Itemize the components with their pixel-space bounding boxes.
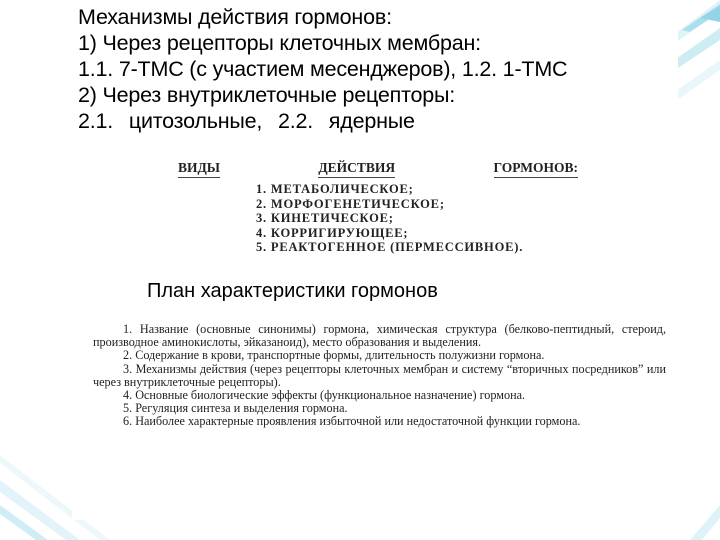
list-item [93, 363, 666, 389]
list-item: 4. КОРРИГИРУЮЩЕЕ; [256, 225, 409, 240]
list-item: 5. РЕАКТОГЕННОЕ (ПЕРМЕССИВНОЕ). [256, 240, 524, 255]
hormone-action-kinds-title [178, 160, 578, 178]
list-item [93, 323, 666, 349]
hormone-action-kinds-list [256, 182, 523, 255]
heading-line: 1) Через рецепторы клеточных мембран: [78, 31, 481, 55]
list-item: 2. МОРФОГЕНЕТИЧЕСКОЕ; [256, 196, 445, 211]
heading-line: Механизмы действия гормонов: [78, 5, 392, 29]
heading-line: 2) Через внутриклеточные рецепторы: [78, 83, 456, 107]
list-item: 1. МЕТАБОЛИЧЕСКОЕ; [256, 182, 414, 196]
plan-title: План характеристики гормонов [147, 280, 438, 302]
kinds-title-word: ГОРМОНОВ: [494, 160, 579, 178]
hormone-mechanisms-heading [78, 4, 678, 134]
heading-line: 1.1. 7-ТМС (с участием месенджеров), 1.2. 1-ТМС [78, 57, 568, 81]
plan-item-text: 1. Название (основные синонимы) гормона, химическая структура (белково-пептидный, стероид, производное аминокислоты, эйказаноид), место образования и выделения. [93, 322, 666, 350]
list-item [93, 415, 666, 428]
kinds-title-word: ВИДЫ [178, 160, 220, 178]
list-item [93, 349, 666, 362]
plan-item-text: 3. Механизмы действия (через рецепторы клеточных мембран и систему “вторичных посредников” или через внутриклеточные рецепторы). [93, 361, 666, 389]
plan-items-list [93, 323, 666, 429]
list-item: 3. КИНЕТИЧЕСКОЕ; [256, 211, 394, 226]
kinds-title-word: ДЕЙСТВИЯ [318, 160, 395, 178]
heading-line: 2.1. цитозольные, 2.2. ядерные [78, 109, 415, 133]
plan-item-text: 2. Содержание в крови, транспортные формы, длительность полужизни гормона. [123, 348, 545, 363]
plan-item-text: 4. Основные биологические эффекты (функциональное назначение) гормона. [123, 388, 526, 403]
plan-item-text: 5. Регуляция синтеза и выделения гормона. [123, 401, 348, 416]
plan-item-text: 6. Наиболее характерные проявления избыточной или недостаточной функции гормона. [123, 414, 581, 429]
